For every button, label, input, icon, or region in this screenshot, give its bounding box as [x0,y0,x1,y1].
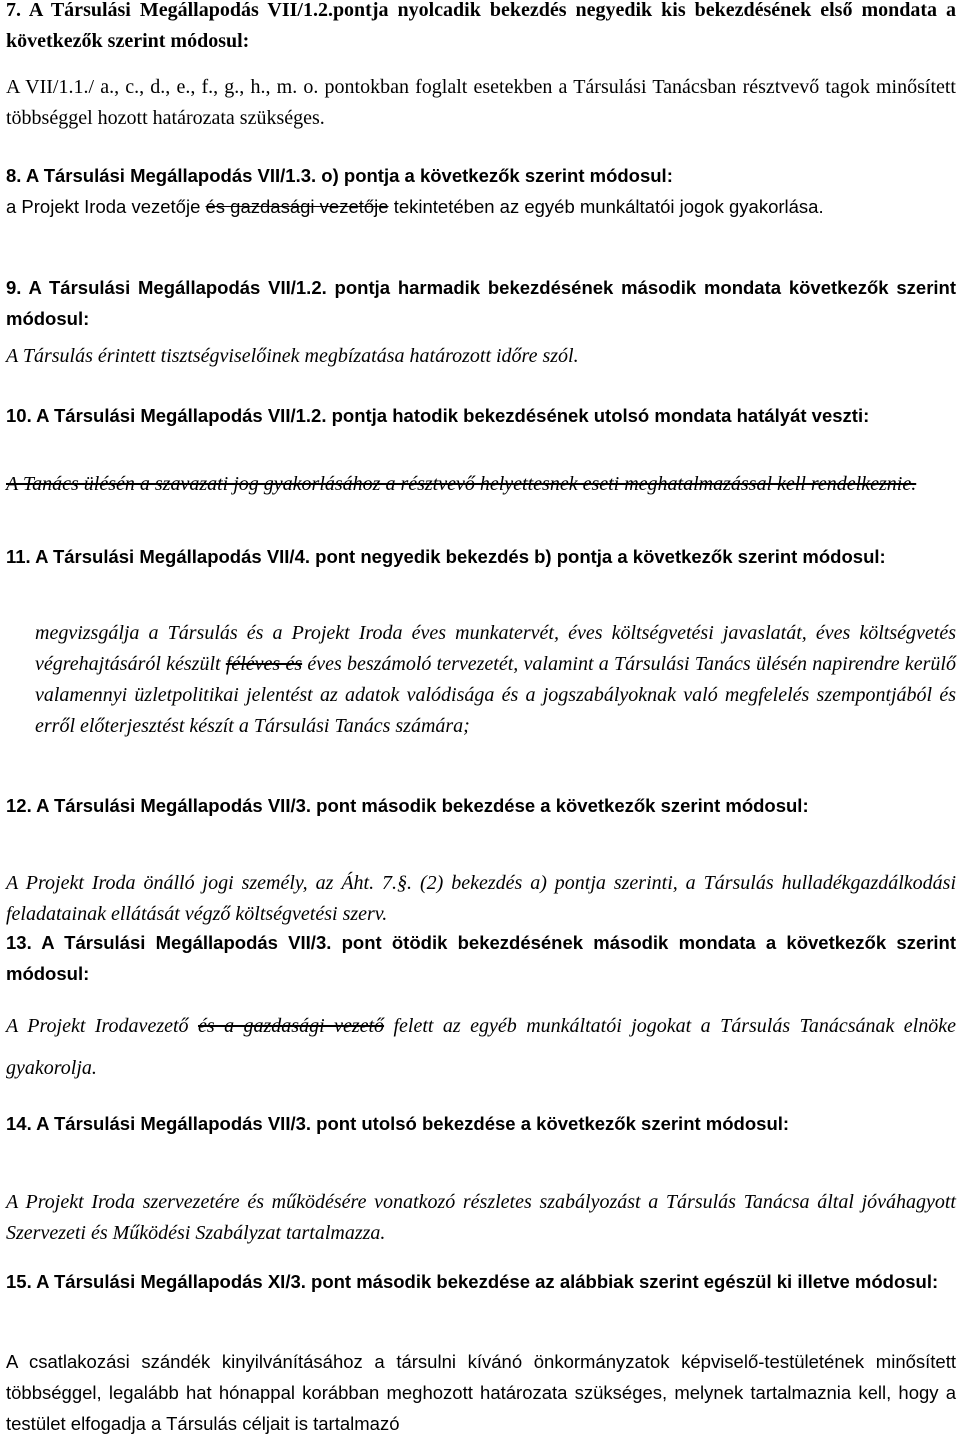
section-11-body-text-end: éves beszámoló tervezetét, valamint a Társulási Tanács ülésén napirendre kerülő valamennyi üzletpolitikai jelentést az adatok valódisága és a jogszabályoknak való megfelelés szempontjából és erről előterjesztést készít a Társulási Tanács számára; [35,653,956,737]
section-13-body-text-end: felett az egyéb munkáltatói jogokat a Társulás Tanácsának elnöke gyakorolja. [6,1015,956,1079]
section-15-body: A csatlakozási szándék kinyilvánításához a társulni kívánó önkormányzatok képviselő-testületének minősített többséggel, legalább hat hónappal korábban meghozott határozata szükséges, melynek tartalmaznia kell, hogy a testület elfogadja a Társulás céljait is tartalmazó [6,1351,956,1434]
section-10-struck-body: A Tanács ülésén a szavazati jog gyakorlásához a résztvevő helyettesnek eseti meghatalmazással kell rendelkeznie. [6,473,917,495]
section-13-heading: 13. A Társulási Megállapodás VII/3. pont ötödik bekezdésének második mondata a következők szerint módosul: [6,932,956,984]
section-8-body [6,191,956,222]
section-7-heading: 7. A Társulási Megállapodás VII/1.2.pontja nyolcadik bekezdés negyedik kis bekezdésének első mondata a következők szerint módosul: [6,0,956,52]
section-11-struck-text: féléves és [225,653,303,675]
section-9-heading: 9. A Társulási Megállapodás VII/1.2. pontja harmadik bekezdésének második mondata következők szerint módosul: [6,277,956,329]
section-13-body-text: A Projekt Irodavezető [6,1015,198,1037]
section-8-struck-text: és gazdasági vezetője [205,196,389,217]
section-13-struck-text: és a gazdasági vezető [197,1015,385,1037]
section-14-heading: 14. A Társulási Megállapodás VII/3. pont utolsó bekezdése a következők szerint módosul: [6,1113,790,1134]
section-13-body [6,1005,956,1089]
section-8-heading: 8. A Társulási Megállapodás VII/1.3. o) pontja a következők szerint módosul: [6,165,673,186]
section-8-body-text: a Projekt Iroda vezetője [6,196,206,217]
section-9-body: A Társulás érintett tisztségviselőinek megbízatása határozott időre szól. [6,345,579,367]
section-15-heading: 15. A Társulási Megállapodás XI/3. pont második bekezdése az alábbiak szerint egészül ki illetve módosul: [6,1271,939,1292]
section-10-heading: 10. A Társulási Megállapodás VII/1.2. pontja hatodik bekezdésének utolsó mondata hatályát veszti: [6,405,870,426]
section-7-body: A VII/1.1./ a., c., d., e., f., g., h., m. o. pontokban foglalt esetekben a Társulási Tanácsban résztvevő tagok minősített többséggel hozott határozata szükséges. [6,76,956,129]
section-11-heading: 11. A Társulási Megállapodás VII/4. pont negyedik bekezdés b) pontja a következők szerint módosul: [6,546,886,567]
section-11-body [6,618,956,742]
section-12-body: A Projekt Iroda önálló jogi személy, az Áht. 7.§. (2) bekezdés a) pontja szerinti, a Társulás hulladékgazdálkodási feladatainak ellátását végző költségvetési szerv. [6,872,956,925]
section-12-heading: 12. A Társulási Megállapodás VII/3. pont második bekezdése a következők szerint módosul: [6,795,809,816]
section-8-body-text-end: tekintetében az egyéb munkáltatói jogok gyakorlása. [388,196,824,217]
section-14-body: A Projekt Iroda szervezetére és működésére vonatkozó részletes szabályozást a Társulás Tanácsa által jóváhagyott Szervezeti és Működési Szabályzat tartalmazza. [6,1191,956,1244]
section-11-body-text: megvizsgálja a Társulás és a Projekt Iroda éves munkatervét, éves költségvetési javaslatát, éves költségvetés végrehajtásáról készült [35,622,956,675]
